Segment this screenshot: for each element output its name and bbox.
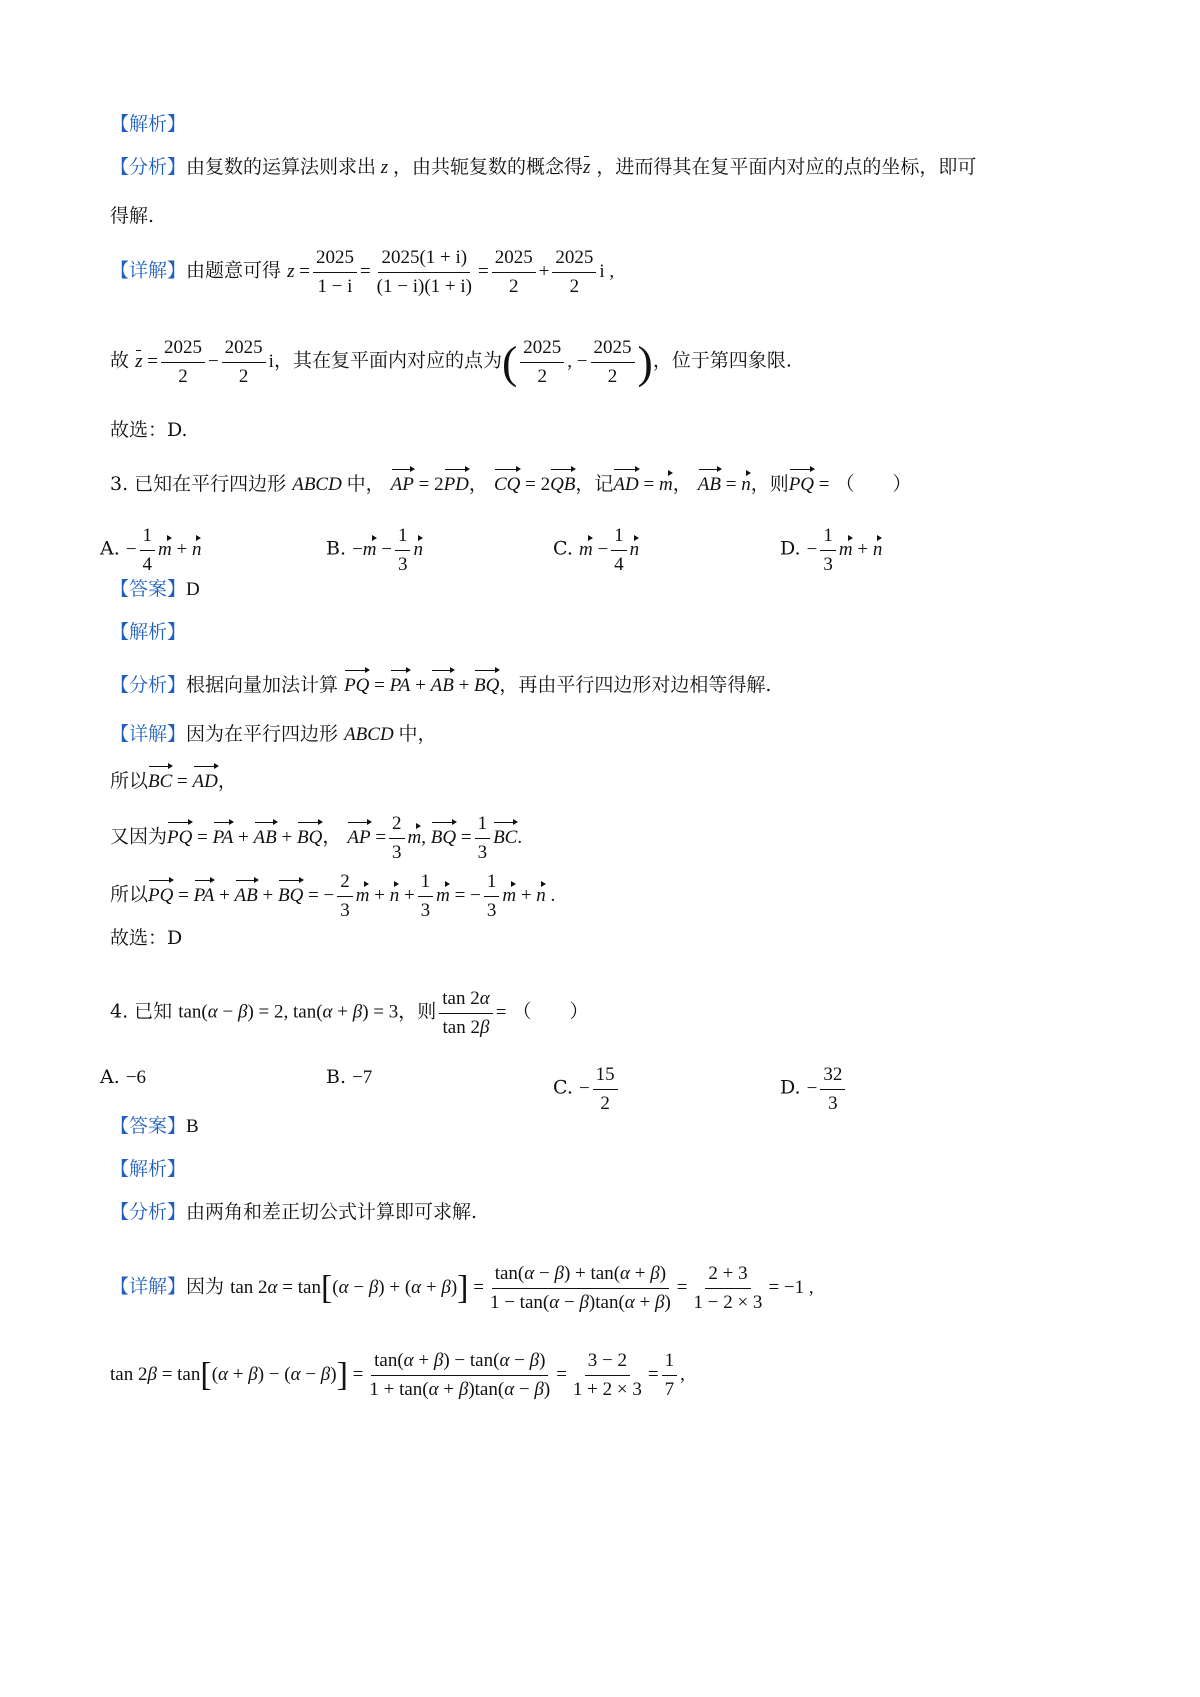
q3-jiexi-tag — [110, 618, 186, 646]
q4-stem-a: 4. 已知 — [110, 1000, 173, 1023]
fenxi-tag: 【分析】 — [110, 156, 187, 178]
q3-target: PQ = — [789, 474, 830, 495]
xiangjie-tag: 【详解】 — [110, 259, 187, 282]
q3-answer — [110, 575, 200, 604]
xiangjie-tag: 【详解】 — [110, 723, 187, 745]
q2-detail-formula: z = $\frac{2025}{1 - i}$ = $\frac{2025(1 + i)}{(1 - i)(1 + i)}$ = $\frac{2025}{2}$ + $\frac{2025}{2}$ i , — [287, 247, 615, 297]
q2-analysis-text-c: ，进而得其在复平面内对应的点的坐标，即可 — [596, 156, 977, 178]
q4-analysis-text: 由两角和差正切公式计算即可求解. — [186, 1201, 478, 1223]
q2-point-formula: ( $\frac{2025}{2}$ , − $\frac{2025}{2}$ ) — [501, 336, 653, 388]
q2-jiexi-tag — [110, 110, 186, 138]
q3-stem-a: 3. 已知在平行四边形 — [110, 473, 287, 495]
q3-detail-b: 中， — [398, 723, 437, 745]
q4-stem — [110, 987, 589, 1040]
q3-cond-3: AD = m — [613, 474, 672, 495]
q3-option-d: D. − $\frac{1}{3}$ m + n — [780, 525, 883, 575]
jiexi-tag: 【解析】 — [110, 113, 187, 135]
math-z: z — [376, 157, 393, 178]
q3-stem-d: ，则 — [750, 473, 789, 495]
q2-analysis-line2 — [110, 202, 154, 230]
q3-stem-c: ，记 — [575, 473, 614, 495]
q3-analysis-formula: PQ = PA + AB + BQ — [344, 675, 499, 696]
q3-analysis-a: 根据向量加法计算 — [186, 674, 339, 696]
q4-jiexi-tag — [110, 1155, 186, 1183]
daan-tag: 【答案】 — [110, 578, 187, 600]
q3-conclusion: 故选：D — [110, 927, 183, 949]
q2-conj-line — [110, 336, 792, 389]
q3-paren: （ ） — [835, 473, 912, 495]
math-z-conj: z — [583, 154, 590, 182]
q4-analysis — [110, 1198, 477, 1226]
q4-condition: tan(α − β) = 2, tan(α + β) = 3 — [178, 1001, 399, 1023]
q2-conj-formula: z = $\frac{2025}{2}$ − $\frac{2025}{2}$ i — [135, 337, 274, 387]
q2-conj-end: ，位于第四象限. — [652, 349, 792, 372]
q4-formula-1: tan 2α = tan[(α − β) + (α + β)] = $\frac{\tan(\alpha - \beta) + \tan(\alpha + \beta)}{1 - \tan(\alpha - \beta)\tan(\alpha + \beta)}$ = $\frac{2 + 3}{1 - 2 \times 3}$ = −1 , — [230, 1263, 814, 1313]
q3-option-a: A. − $\frac{1}{4}$ m + n — [100, 525, 202, 575]
q2-analysis-text-b: ，由共轭复数的概念得 — [392, 156, 583, 178]
q3-answer-value: D — [186, 579, 200, 600]
q2-conclusion — [110, 416, 188, 444]
q4-detail-2 — [110, 1349, 685, 1402]
q4-option-d: D. − $\frac{32}{3}$ — [780, 1063, 848, 1116]
q3-detail-a: 因为在平行四边形 — [186, 723, 339, 745]
math-ABCD: ABCD — [292, 474, 347, 495]
q2-analysis-text-d: 得解. — [110, 205, 155, 227]
q3-analysis — [110, 667, 771, 700]
fenxi-tag: 【分析】 — [110, 674, 187, 696]
q3-option-c: C. m − $\frac{1}{4}$ n — [553, 525, 640, 575]
q3-stem: 3. 已知在平行四边形 ABCD 中， AP = 2PD， CQ = 2QB，记AD = m， AB = n，则PQ = （ ） — [110, 466, 912, 499]
q2-detail-line — [110, 246, 614, 299]
q4-option-b: B. −7 — [326, 1066, 373, 1088]
q3-option-b: B. −m − $\frac{1}{3}$ n — [326, 525, 423, 575]
q2-detail-intro: 由题意可得 — [186, 259, 282, 282]
q3-detail-4: 所以PQ = PA + AB + BQ = − $\frac{2}{3}$ m + n + $\frac{1}{3}$ m = − $\frac{1}{3}$ m + n . — [110, 871, 556, 921]
q4-option-a: A. −6 — [100, 1066, 147, 1088]
q3-cond-2: CQ = 2QB — [494, 474, 575, 495]
q3-analysis-b: ，再由平行四边形对边相等得解. — [499, 674, 772, 696]
q3-cond-4: AB = n — [698, 474, 751, 495]
q3-detail-2: 所以BC = AD， — [110, 763, 237, 796]
xiangjie-tag: 【详解】 — [110, 1275, 187, 1298]
q3-detail-3: 又因为PQ = PA + AB + BQ， AP = $\frac{2}{3}$ m, BQ = $\frac{1}{3}$ BC. — [110, 813, 523, 863]
q3-detail-1: 【详解】因为在平行四边形 ABCD 中， — [110, 723, 437, 745]
q4-option-c: C. − $\frac{15}{2}$ — [553, 1063, 621, 1116]
q4-answer — [110, 1112, 199, 1141]
jiexi-tag: 【解析】 — [110, 621, 187, 643]
fenxi-tag: 【分析】 — [110, 1201, 187, 1223]
daan-tag: 【答案】 — [110, 1115, 187, 1137]
q4-formula-2: tan 2β = tan[(α + β) − (α − β)] = $\frac{\tan(\alpha + \beta) - \tan(\alpha - \beta)}{1 + \tan(\alpha + \beta)\tan(\alpha - \beta)}$ = $\frac{3 - 2}{1 + 2 \times 3}$ = $\frac{1}{7}$ , — [110, 1350, 685, 1400]
q4-paren: （ ） — [512, 1000, 589, 1023]
q2-analysis-text-a: 由复数的运算法则求出 — [186, 156, 377, 178]
q3-stem-b: 中， — [346, 473, 385, 495]
q2-analysis-line1 — [110, 153, 976, 182]
q2-conj-prefix: 故 — [110, 349, 130, 372]
q4-stem-b: ，则 — [398, 1000, 437, 1023]
q4-target: $\frac{\tan 2\alpha}{\tan 2\beta}$ = — [436, 1002, 506, 1023]
q4-detail-1 — [110, 1262, 814, 1315]
q3-cond-1: AP = 2PD — [391, 474, 469, 495]
jiexi-tag: 【解析】 — [110, 1158, 187, 1180]
q2-conj-mid: ，其在复平面内对应的点为 — [273, 349, 502, 372]
q2-conclusion-text: 故选：D. — [110, 419, 188, 441]
q4-detail-a: 因为 — [186, 1275, 225, 1298]
q4-answer-value: B — [186, 1116, 199, 1137]
